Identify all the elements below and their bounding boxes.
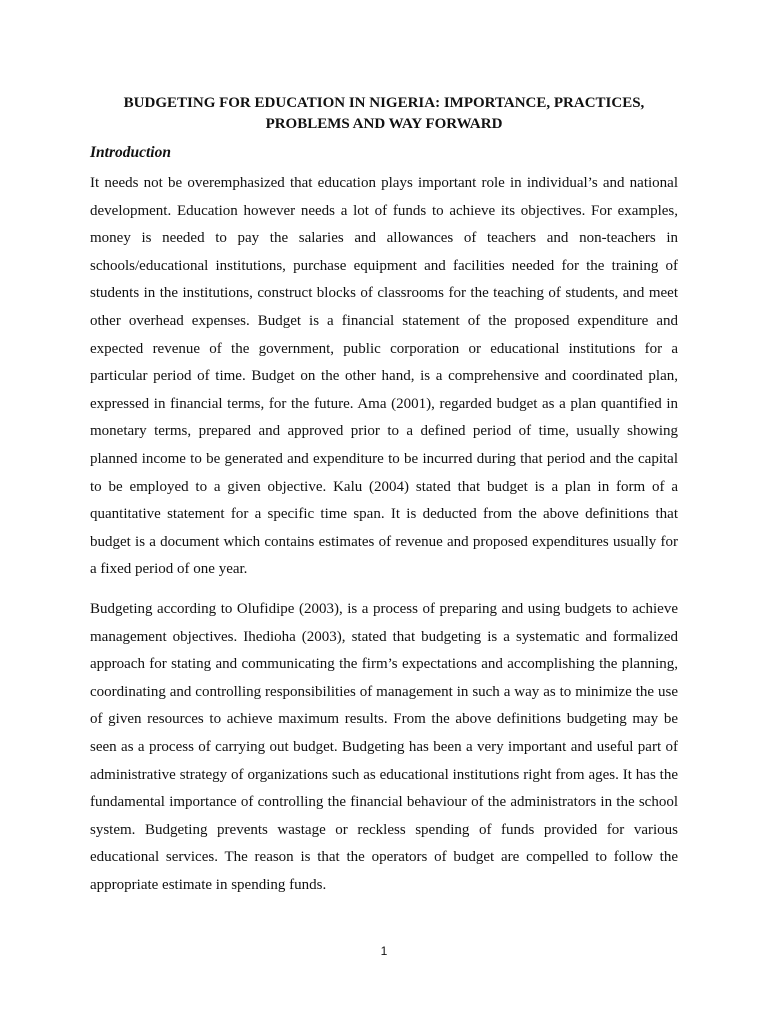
paragraph-2: Budgeting according to Olufidipe (2003), is a process of preparing and using budgets to achieve management objectives. Ihedioha (2003), stated that budgeting is a systematic and formalized approach for stating and communicating the firm’s expectations and accomplishing the planning, coordinating and controlling responsibilities of management in such a way as to minimize the use of given resources to achieve maximum results. From the above definitions budgeting may be seen as a process of carrying out budget. Budgeting has been a very important and useful part of administrative strategy of organizations such as educational institutions right from ages. It has the fundamental importance of controlling the financial behaviour of the administrators in the school system. Budgeting prevents wastage or reckless spending of funds provided for various educational services. The reason is that the operators of budget are compelled to follow the appropriate estimate in spending funds. [90,601,678,893]
page-number: 1 [380,944,388,958]
document-title: BUDGETING FOR EDUCATION IN NIGERIA: IMPORTANCE, PRACTICES, PROBLEMS AND WAY FORWARD [123,95,645,132]
paragraph-1: It needs not be overemphasized that education plays important role in individual’s and national development. Education however needs a lot of funds to achieve its objectives. For examples, money is needed to pay the salaries and allowances of teachers and non-teachers in schools/educational institutions, purchase equipment and facilities needed for the training of students in the institutions, construct blocks of classrooms for the teaching of students, and meet other overhead expenses. Budget is a financial statement of the proposed expenditure and expected revenue of the government, public corporation or educational institutions for a particular period of time. Budget on the other hand, is a comprehensive and coordinated plan, expressed in financial terms, for the future. Ama (2001), regarded budget as a plan quantified in monetary terms, prepared and approved prior to a defined period of time, usually showing planned income to be generated and expenditure to be incurred during that period and the capital to be employed to a given objective. Kalu (2004) stated that budget is a plan in form of a quantitative statement for a specific time span. It is deducted from the above definitions that budget is a document which contains estimates of revenue and proposed expenditures usually for a fixed period of one year. [90,175,678,578]
section-heading-introduction: Introduction [90,144,171,161]
